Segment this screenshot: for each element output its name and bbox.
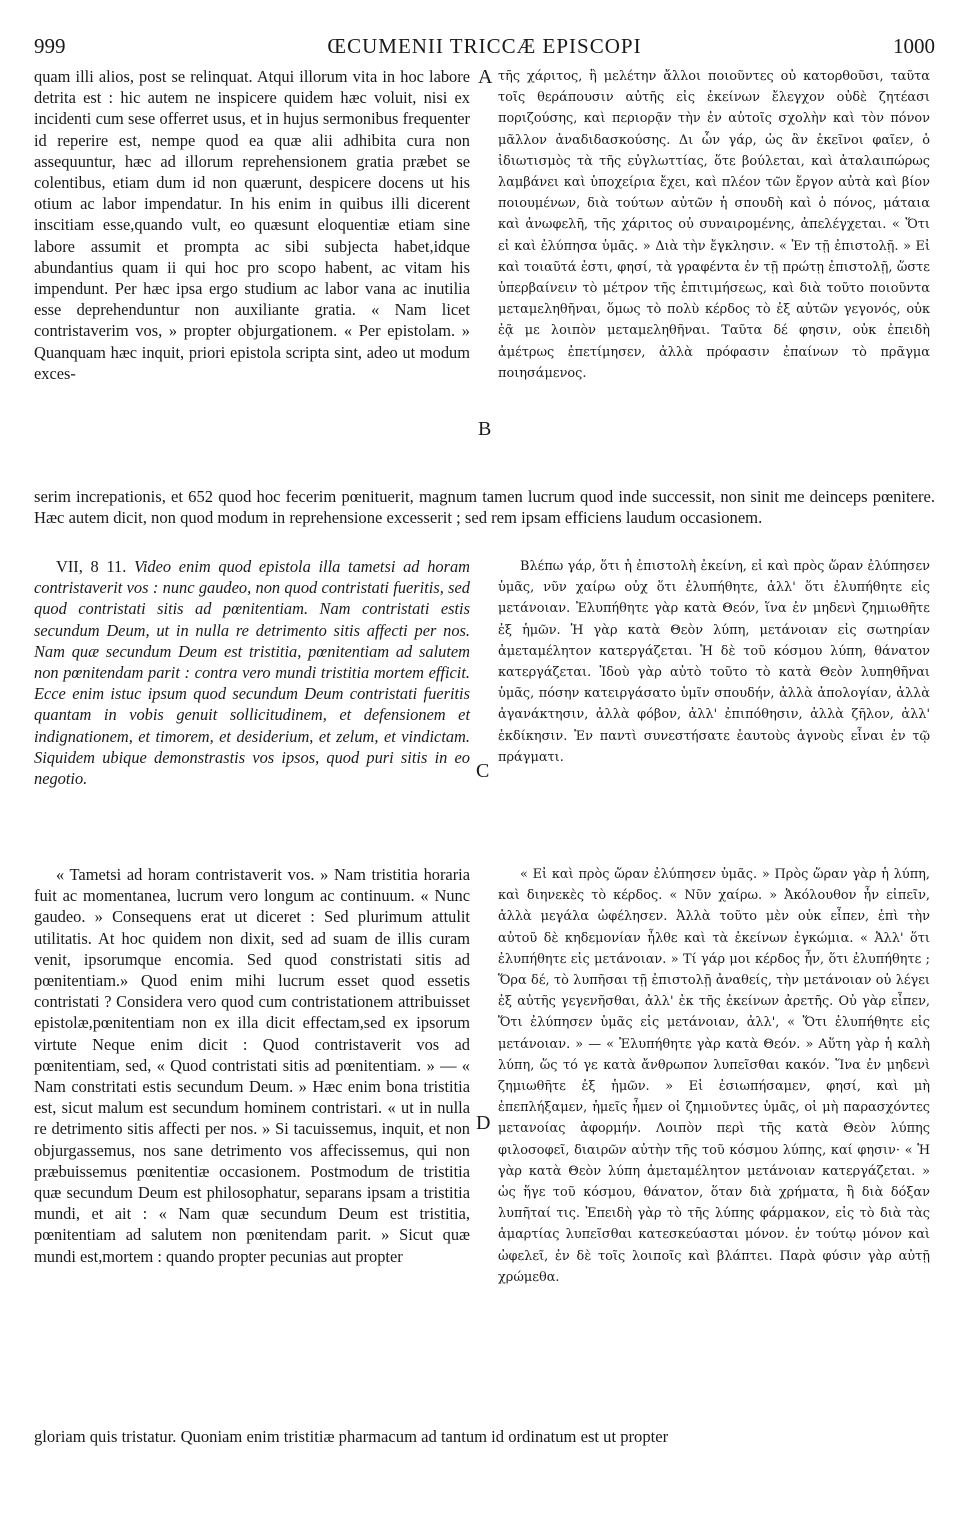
bridge-paragraph-1: serim increpationis, et 652 quod hoc fecerim pœnituerit, magnum tamen lucrum quod inde successit, non sinit me deinceps pœnitere. Hæc autem dicit, non quod modum in reprehensione excesserit ; sed rem ipsam efficiens laudum occasionem.	[34, 487, 935, 528]
greek-column-block-3	[498, 864, 930, 1288]
greek-scripture-text: Βλέπω γάρ, ὅτι ἡ ἐπιστολὴ ἐκείνη, εἰ καὶ πρὸς ὥραν ἐλύπησεν ὑμᾶς, νῦν χαίρω οὐχ ὅτι ἐλυπήθητε, ἀλλ' ὅτι ἐλυπήθητε εἰς μετάνοιαν. Ἐλυπήθητε γὰρ κατὰ Θεόν, ἵνα ἐν μηδενὶ ζημιωθῆτε ἐξ ἡμῶν. Ἡ γὰρ κατὰ Θεὸν λύπη, μετάνοιαν εἰς σωτηρίαν ἀμεταμέλητον κατεργάζεται. Ἡ δὲ τοῦ κόσμου λύπη, θάνατον κατεργάζεται. Ἰδοὺ γὰρ αὐτὸ τοῦτο τὸ κατὰ Θεὸν λυπηθῆναι ὑμᾶς, πόσην κατειργάσατο ὑμῖν σπουδήν, ἀλλὰ ἀπολογίαν, ἀλλὰ ἀγανάκτησιν, ἀλλὰ φόβον, ἀλλ' ἐπιπόθησιν, ἀλλὰ ζῆλον, ἀλλ' ἐκδίκησιν. Ἐν παντὶ συνεστήσατε ἑαυτοὺς ἁγνοὺς εἶναι ἐν τῷ πράγματι.	[498, 559, 930, 765]
margin-marker-b: B	[478, 418, 492, 440]
full-width-text-1	[34, 486, 935, 528]
bridge-paragraph-2: gloriam quis tristatur. Quoniam enim tristitiæ pharmacum ad tantum id ordinatum est ut propter	[34, 1427, 669, 1446]
greek-column-block-1	[498, 66, 930, 384]
greek-commentary: « Εἰ καὶ πρὸς ὥραν ἐλύπησεν ὑμᾶς. » Πρὸς ὥραν γὰρ ἡ λύπη, καὶ διηνεκὲς τὸ κέρδος. « Νῦν χαίρω. » Ἀκόλουθον ἦν εἰπεῖν, ἀλλὰ μεγάλα ὠφέλησεν. Ἀλλὰ τοῦτο μὲν οὐκ εἶπεν, ἐπὶ τὴν αὐτοῦ δὲ κηδεμονίαν ἦλθε καὶ τὰ ἐκείνων ἐγκώμια. « Ἀλλ' ὅτι ἐλυπήθητε εἰς μετάνοιαν. » Τί γάρ μοι κέρδος ἦν, ὅτι ἐλυπήθητε ; Ὅρα δέ, τὸ λυπῆσαι τῇ ἐπιστολῇ ἀναθείς, τὴν μετάνοιαν οὐ λέγει ἐξ αὐτῆς γεγενῆσθαι, ἀλλ' ἐκ τῆς ἐκείνων ἀρετῆς. Οὐ γὰρ εἶπεν, Ὅτι ἐλύπησεν ὑμᾶς εἰς μετάνοιαν, ἀλλ', « Ὅτι ἐλυπήθητε εἰς μετάνοιαν. » — « Ἐλυπήθητε γὰρ κατὰ Θεόν. » Αὕτη γὰρ ἡ καλὴ λύπη, ὥς τό γε κατὰ ἄνθρωπον λυπεῖσθαι κακόν. Ἵνα ἐν μηδενὶ ζημιωθῆτε ἐξ ἡμῶν. » Εἰ ἐσιωπήσαμεν, φησί, καὶ μὴ ἐπεπλήξαμεν, ἡμεῖς ἦμεν οἱ ζημιοῦντες ὑμᾶς, οἱ μὴ παρασχόντες μετανοίας ἀφορμήν. Λοιπὸν περὶ τῆς κατὰ Θεὸν λύπης φιλοσοφεῖ, διαιρῶν αὐτὴν τῆς τοῦ κόσμου λύπης, καί φησιν· « Ἡ γὰρ κατὰ Θεὸν λύπη ἀμεταμέλητον μετάνοιαν κατεργάζεται. » ὡς ἥγε τοῦ κόσμου, θάνατον, ὅταν διὰ χρήματα, ἢ διὰ δόξαν λυπῆταί τις. Ἐπειδὴ γὰρ τὸ τῆς λύπης φάρμακον, εἰς τὸ διὰ τὰς ἁμαρτίας λυπεῖσθαι κατεσκεύασται μόνον. ἐν τούτῳ μόνον καὶ ὠφελεῖ, ἐν δὲ τοῖς λοιποῖς καὶ βλάπτει. Παρὰ φύσιν γὰρ αὐτῇ χρώμεθα.	[498, 867, 930, 1285]
page-header	[34, 34, 935, 64]
latin-column-block-1	[34, 66, 470, 384]
latin-paragraph: quam illi alios, post se relinquat. Atqui illorum vita in hoc labore detrita est : hic autem ne inspicere quidem hæc voluit, nisi ex incidenti cum sese offerret usus, et in hujus sermonibus frequenter id reperire est, nempe quod ea quæ alii adhibita cura non assequuntur, hæc ad illorum reprehensionem gratia præbet se colentibus, etiam dum id non quærunt, despicere docens ut his otium ac labor impendatur. In his enim in quibus illi dicerent inscitiam esse,quando vult, eo quæsunt eloquentiæ etiam sine labore assumit et prompta ac sibi subjecta habet,idque abundantius quam ii qui hoc pro scopo habent, ac vitam his impendunt. Per hæc ipsa ergo studium ac labor vana ac inutilia esse deprehenduntur non auxiliante gratia. « Nam licet contristaverim vos, » propter objurgationem. « Per epistolam. » Quanquam hæc inquit, priori epistola scripta sint, adeo ut modum exces-	[34, 67, 470, 383]
latin-column-block-3	[34, 864, 470, 1267]
running-title: ŒCUMENII TRICCÆ EPISCOPI	[327, 34, 642, 58]
verse-reference: VII, 8 11.	[56, 557, 127, 576]
latin-column-block-2	[34, 556, 470, 789]
margin-marker-a: A	[478, 66, 493, 88]
latin-scripture-text: Video enim quod epistola illa tametsi ad horam contristaverit vos : nunc gaudeo, non quod contristati fueritis, sed quod contristati sitis ad pœnitentiam. Nam contristati estis secundum Deum, ut in nulla re detrimento sitis affecti per nos. Nam quæ secundum Deum est tristitia, pœnitentiam ad salutem non pœnitendam parit : contra vero mundi tristitia mortem efficit. Ecce enim istuc ipsum quod secundum Deum contristati fueritis quantam in vobis genuit sollicitudinem, et defensionem et indignationem, et timorem, et desiderium, et zelum, et vindictam. Siquidem ubique demonstrastis vos ipsos, quod puri sitis in eo negotio.	[34, 557, 471, 789]
page-number-left: 999	[34, 34, 66, 58]
greek-column-block-2	[498, 556, 930, 768]
greek-paragraph: τῆς χάριτος, ἣ μελέτην ἄλλοι ποιοῦντες οὐ κατορθοῦσι, ταῦτα τοῖς θεράπουσιν αὐτῆς εἰς ἐκείνων ἔλεγχον οὐδὲ ζητέασι ποριζούσης, καὶ περιορᾷν τὴν ἐν αὐτοῖς σχολὴν καὶ τὸν πόνον μᾶλλον ἀναδιδασκούσης. Δι ὧν γάρ, ὡς ἂν ἐκεῖνοι φαῖεν, ὁ ἰδιωτισμὸς τὰ τῆς εὐγλωττίας, ὅτε βούλεται, καὶ ἀταλαιπώρως λαμβάνει καὶ ὑποχείρια ἔχει, καὶ πλέον τῶν ἔργον αὐτὰ καὶ βίον ποιουμένων, διὰ τούτων αὐτῶν ἡ σπουδὴ καὶ ὁ πόνος, μάταια καὶ ἀνωφελῆ, τῆς χάριτος οὐ συναιρομένης, ἀπελέγχεται. « Ὅτι εἰ καὶ ἐλύπησα ὑμᾶς. » Διὰ τὴν ἔγκλησιν. « Ἐν τῇ ἐπιστολῇ. » Εἰ καὶ τοιαῦτά ἐστι, φησί, τὰ γραφέντα ἐν τῇ πρώτῃ ἐπιστολῇ, ὥστε ὑπερβαίνειν τὸ μέτρον τῆς ἐπιτιμήσεως, καὶ διὰ τοῦτο ποιοῦντα μεταμεληθῆναι, ὅμως τὸ πολὺ κέρδος τὸ ἐξ αὐτῶν γεγονός, οὐκ ἐᾷ με λοιπὸν μεταμεληθῆναι. Ταῦτα δέ φησιν, οὐκ ἐπειδὴ ἀμέτρως ἐπετίμησεν, ἀλλὰ πρόφασιν ἐπαίνων τὸ πρᾶγμα ποιησάμενος.	[498, 69, 930, 381]
margin-marker-c: C	[476, 760, 490, 782]
margin-marker-d: D	[476, 1112, 491, 1134]
full-width-text-2	[34, 1426, 935, 1447]
page-number-right: 1000	[893, 34, 935, 58]
latin-commentary: « Tametsi ad horam contristaverit vos. » Nam tristitia horaria fuit ac momentanea, lucrum vero longum ac continuum. « Nunc gaudeo. » Consequens erat ut diceret : Sed plurimum attulit utilitatis. At hoc quidem non dixit, sed ad suam de illis curam venit, ipsorumque encomia. Sed quod constristati sitis ad pœnitentiam.» Quod enim mihi lucrum esset quod essetis contristati ? Considera vero quod cum contristationem attribuisset epistolæ,pœnitentiam non ex illa dicit effectam,sed ex ipsorum virtute Neque enim dicit : Quod contristaverit vos ad pœnitentiam, sed, « Quod contristati sitis ad pœnitentiam. » — « Nam constritati estis secundum Deum. » Hæc enim bona tristitia est, sicut malum est secundum hominem contristari. « ut in nulla re detrimento sitis affecti per nos. » Si tacuissemus, inquit, et non objurgassemus, nos sane detrimento vos affecissemus, qui non præbuissemus pœnitentiæ occasionem. Postmodum de tristitia quæ secundum Deum est philosophatur, separans ipsam a tristitia mundi, et ait : « Nam quæ secundum Deum est tristitia, pœnitentiam ad salutem non pœnitendam parit. » Sicut quæ mundi est,mortem : quando propter pecunias aut propter	[34, 865, 470, 1266]
